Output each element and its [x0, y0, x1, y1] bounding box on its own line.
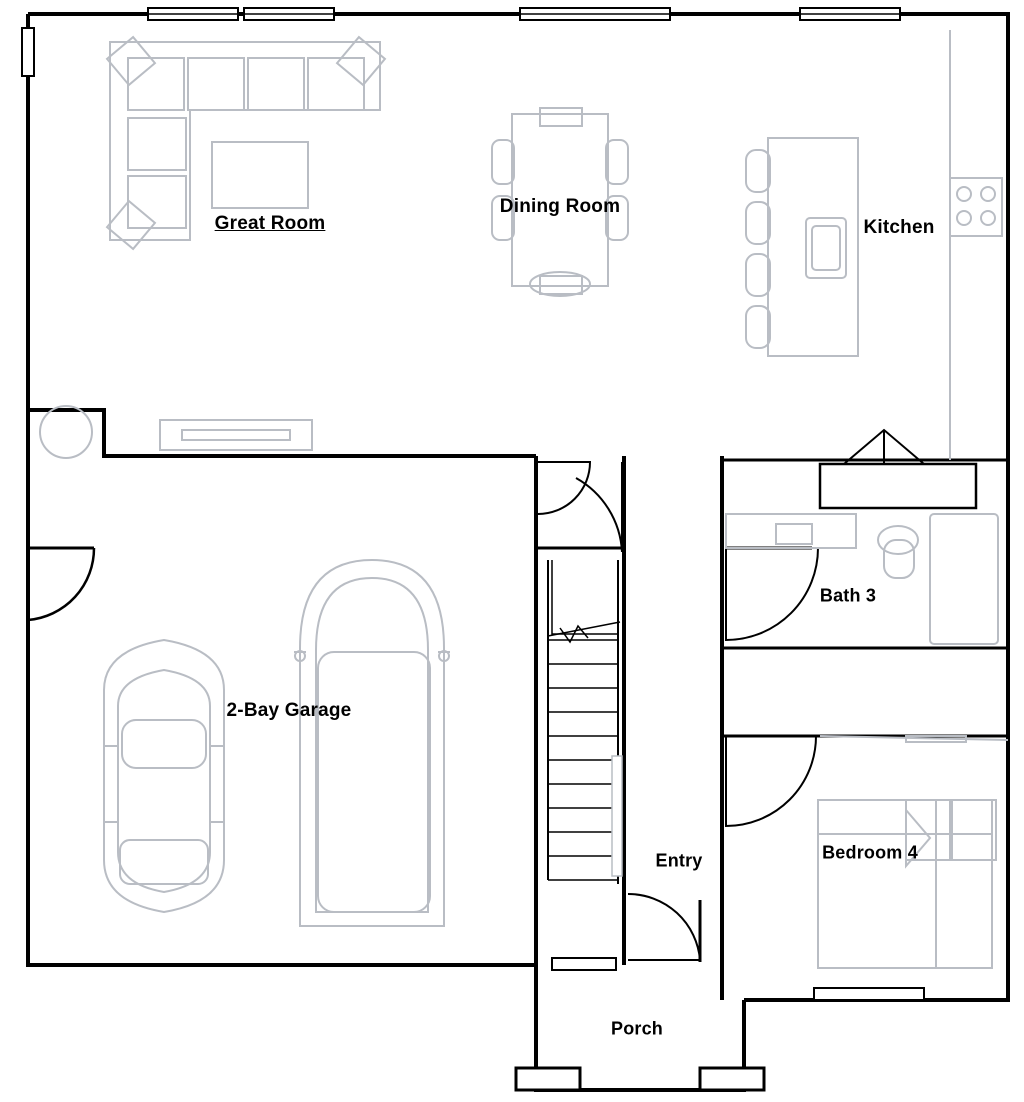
kitchen-island — [746, 30, 1002, 460]
room-label-porch: Porch — [610, 1018, 664, 1039]
room-label-entry: Entry — [655, 850, 703, 871]
media-console — [160, 420, 312, 450]
room-label-garage: 2-Bay Garage — [226, 700, 352, 721]
car-outline-second — [294, 560, 450, 926]
plant-circle — [40, 406, 92, 458]
staircase — [548, 560, 622, 884]
room-label-bedroom-4: Bedroom 4 — [822, 842, 918, 863]
interior-detail-lines — [536, 736, 1008, 1090]
room-label-dining-room: Dining Room — [499, 196, 621, 217]
room-label-kitchen: Kitchen — [863, 217, 935, 238]
car-vehicle — [104, 640, 224, 912]
room-label-great-room: Great Room — [214, 213, 326, 234]
bath-fixtures — [726, 514, 998, 644]
pantry-closet — [820, 430, 976, 508]
room-label-bath-3: Bath 3 — [819, 585, 877, 606]
